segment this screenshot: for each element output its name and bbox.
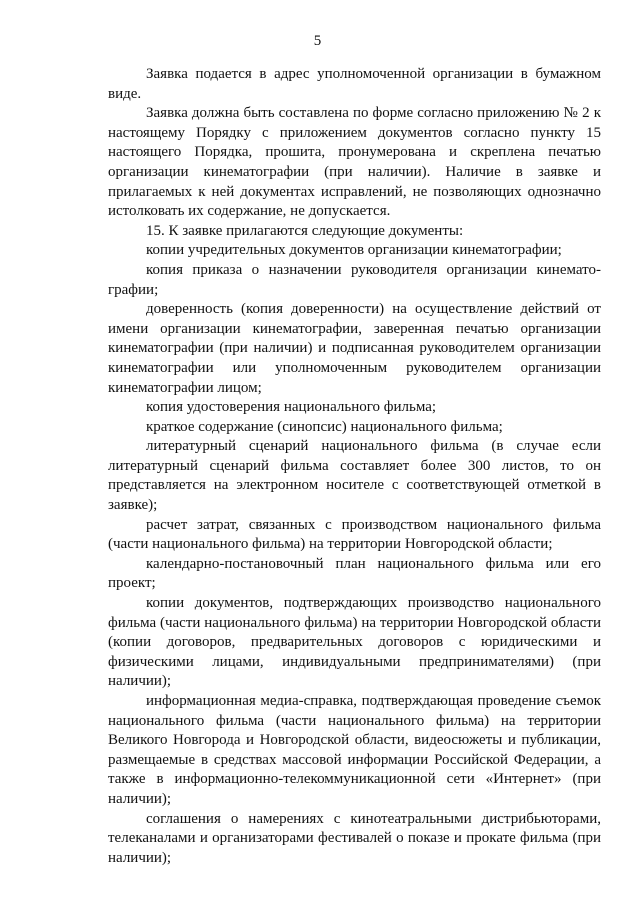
list-item-power-of-attorney: доверенность (копия доверенности) на осуществление действий от имени организации кинематографии, заверенная печатью организации кинематографии (при наличии) и подписанная руководителем организации кинематографии или уполномоченным руководителем организации кинематографии лицом; xyxy=(108,301,601,396)
list-item-film-certificate: копия удостоверения национального фильма; xyxy=(146,399,437,416)
paragraph-application-form: Заявка должна быть составлена по форме согласно приложению № 2 к настоящему Порядку с приложением документов согласно пункту 15 настоящего Порядка, прошита, пронумерована и скреплена печатью организации кинематографии (при наличии). Наличие в заявке и прилагаемых к ней документах исправлений, не позволяющих однозначно истолковать их содержание, не допускается. xyxy=(108,105,601,220)
list-item-production-schedule: календарно-постановочный план национального фильма или его проект; xyxy=(108,555,601,592)
list-item-media-reference: информационная медиа-справка, подтверждающая проведение съемок национального фильма (части национального фильма) на территории Великого Новгорода и Новгородской области, видеосюжеты и публикации, размещаемые в средствах массовой информации Российской Федерации, а также в информационно-телекоммуникационной сети «Интернет» (при наличии); xyxy=(108,693,601,807)
paragraph-documents-heading: 15. К заявке прилагаются следующие документы: xyxy=(146,222,464,239)
document-body xyxy=(108,65,601,868)
list-item-cost-estimate: расчет затрат, связанных с производством национального фильма (части национального фильма) на территории Новгородской области; xyxy=(108,516,601,553)
paragraph-submission-address: Заявка подается в адрес уполномоченной организации в бумажном виде. xyxy=(108,66,601,102)
list-item-founding-documents: копии учредительных документов организации кинематографии; xyxy=(146,242,562,259)
list-item-production-documents: копии документов, подтверждающих производство национального фильма (части национального фильма) на территории Новгородской области (копии договоров, предварительных договоров с юридическими и физическими лицами, индивидуальными предпринимателями) (при наличии); xyxy=(108,595,601,690)
list-item-director-order: копия приказа о назначении руководителя организации кинематографии; xyxy=(108,261,601,298)
list-item-distribution-agreements: соглашения о намерениях с кинотеатральными дистрибьюторами, телеканалами и организаторами фестивалей о показе и прокате фильма (при наличии); xyxy=(108,810,601,866)
list-item-screenplay: литературный сценарий национального фильма (в случае если литературный сценарий фильма составляет более 300 листов, то он представляется на электронном носителе с соответствующей отметкой в заявке); xyxy=(108,438,601,514)
page-number: 5 xyxy=(313,33,322,49)
list-item-synopsis: краткое содержание (синопсис) национального фильма; xyxy=(146,418,503,435)
